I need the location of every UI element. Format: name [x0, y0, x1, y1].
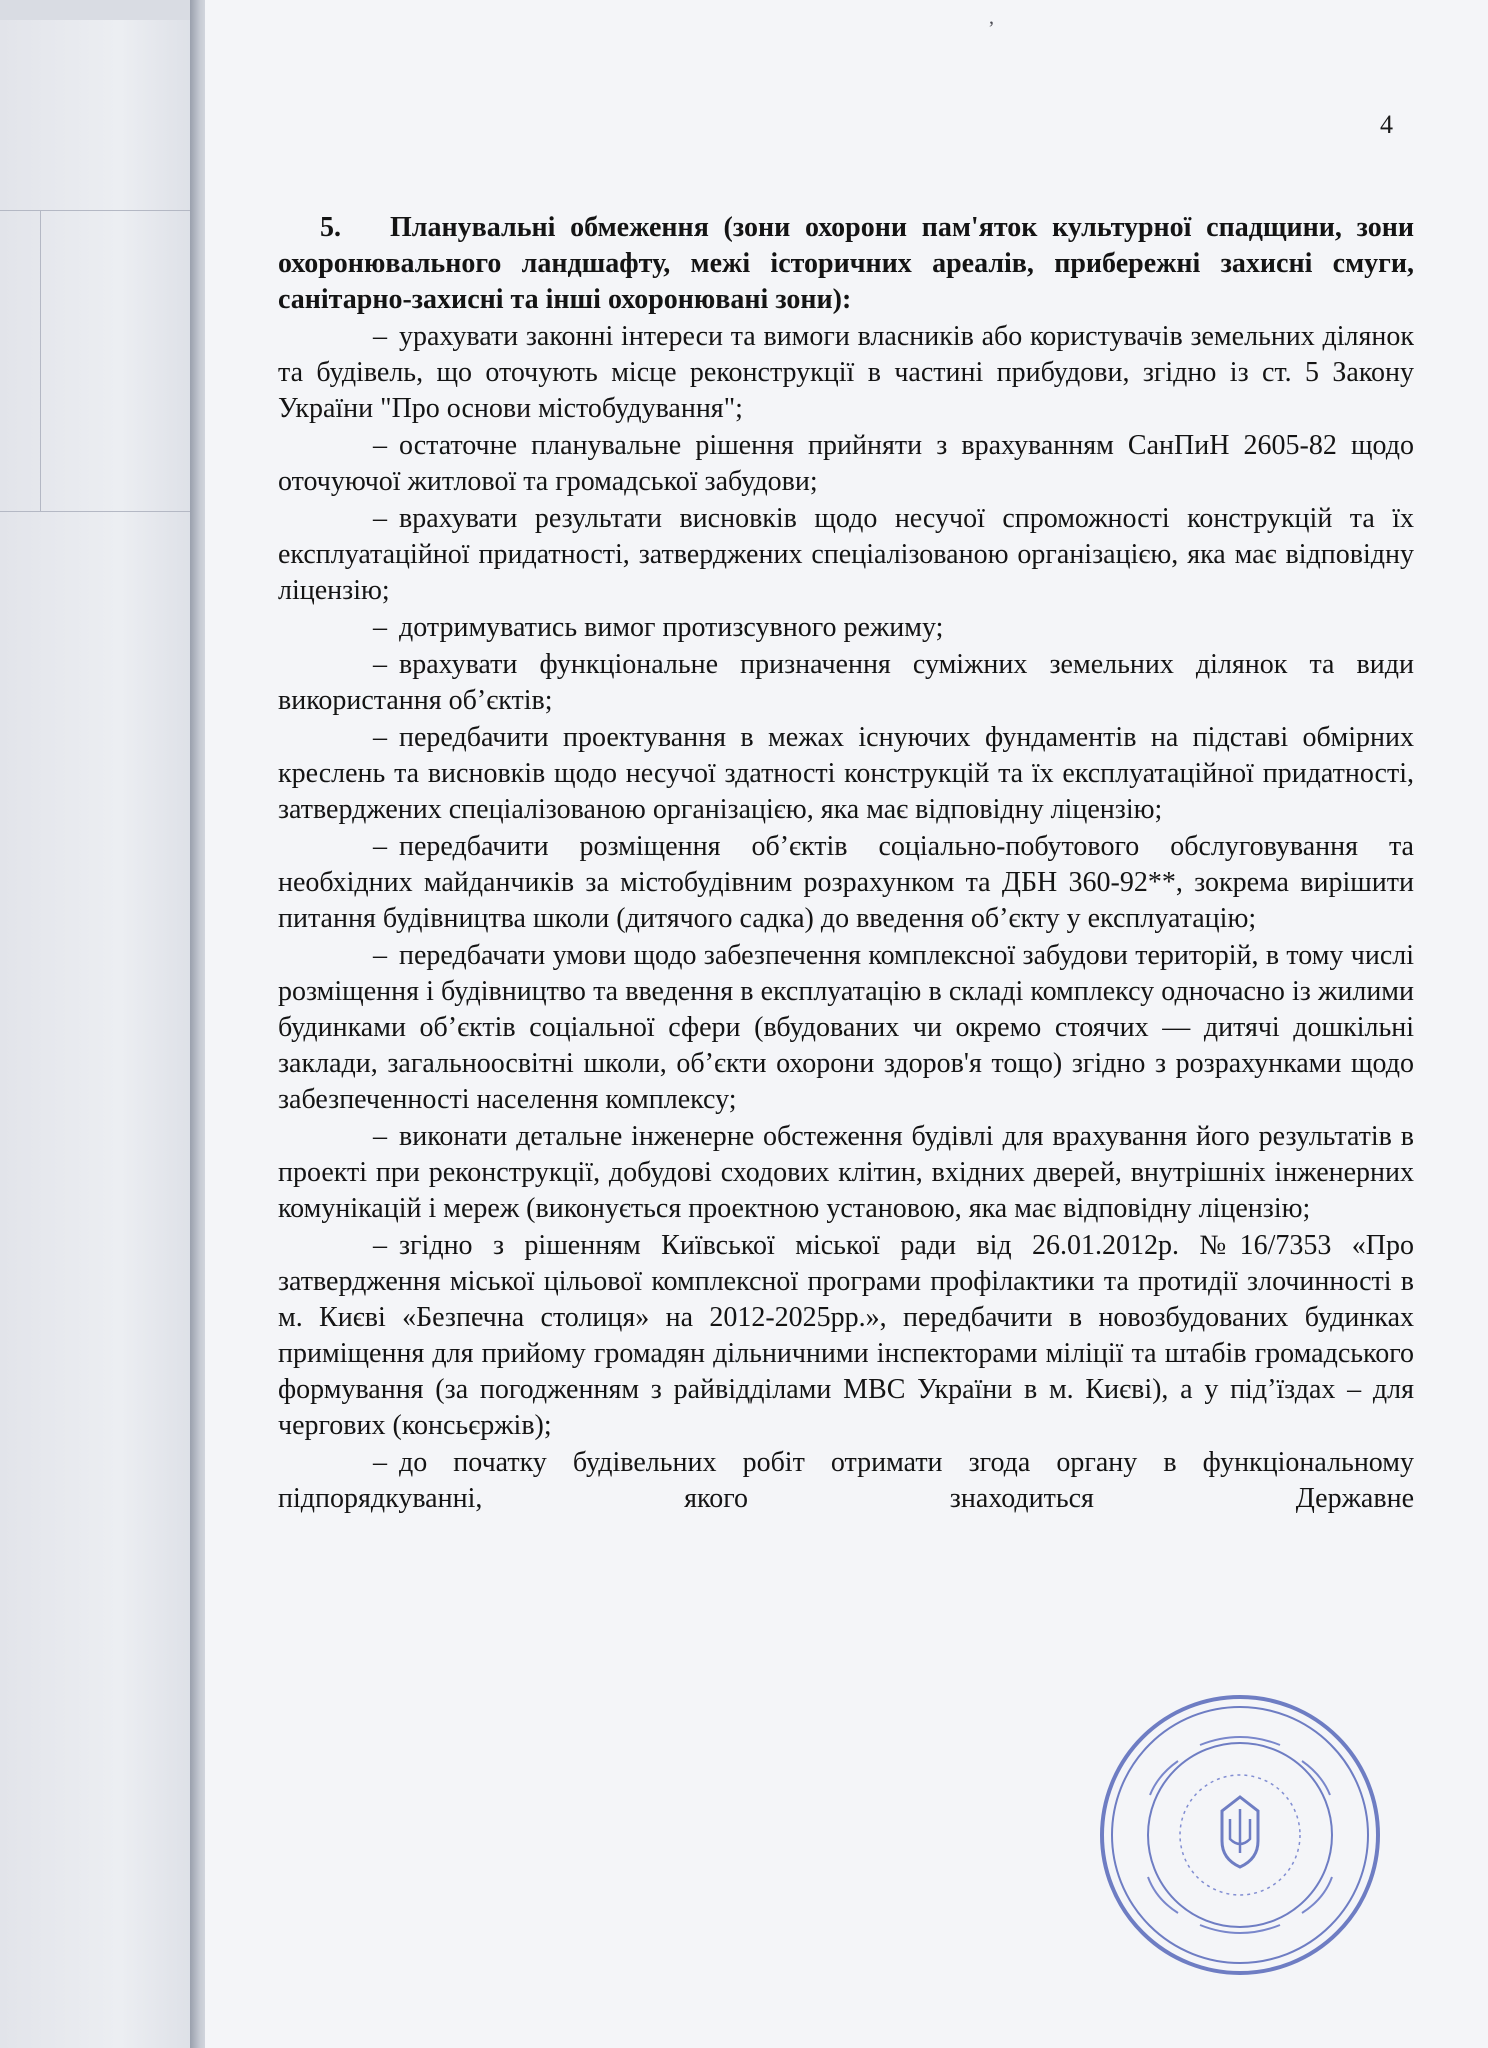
underlying-page	[0, 20, 200, 2048]
list-item-text: врахувати результати висновків щодо несучої спроможності конструкцій та їх експлуатаційної придатності, затверджених спеціалізованою організацією, яка має відповідну ліцензію;	[278, 503, 1414, 606]
underlying-page-table-lines	[0, 210, 195, 512]
list-item-text: згідно з рішенням Київської міської ради від 26.01.2012р. №16/7353 «Про затвердження міської цільової комплексної програми профілактики та протидії злочинності в м. Києві «Безпечна столиця» на 2012-2025рр.», передбачити в новозбудованих будинках приміщення для прийому громадян дільничними інспекторами міліції та штабів громадського формування (за погодженням з райвідділами МВС України в м. Києві), а у під’їздах – для чергових (консьєржів);	[278, 1230, 1414, 1441]
list-dash: –	[373, 612, 387, 643]
list-dash: –	[373, 649, 387, 680]
document-body	[278, 210, 1414, 1518]
list-item-text: остаточне планувальне рішення прийняти з врахуванням СанПиН 2605-82 щодо оточуючої житлової та громадської забудови;	[278, 430, 1414, 497]
list-item	[278, 1445, 1414, 1517]
list-item	[278, 501, 1414, 609]
list-item-text: передбачати умови щодо забезпечення комплексної забудови територій, в тому числі розміщення і будівництво та введення в експлуатацію в складі комплексу одночасно із жилими будинками об’єктів соціальної сфери (вбудованих чи окремо стоячих — дитячі дошкільні заклади, загальноосвітні школи, об’єкти охорони здоров'я тощо) згідно з розрахунками щодо забезпеченності населення комплексу;	[278, 940, 1414, 1115]
list-item	[278, 720, 1414, 828]
section-heading	[278, 210, 1414, 318]
list-item-text: до початку будівельних робіт отримати згода органу в функціональному підпорядкуванні, якого знаходиться Державне	[278, 1447, 1414, 1514]
list-item	[278, 647, 1414, 719]
section-number: 5.	[320, 212, 341, 243]
page-number: 4	[1380, 110, 1393, 139]
list-dash: –	[373, 503, 387, 534]
list-dash: –	[373, 1230, 387, 1261]
list-dash: –	[373, 430, 387, 461]
list-dash: –	[373, 1121, 387, 1152]
list-item	[278, 319, 1414, 427]
list-dash: –	[373, 1447, 387, 1478]
list-dash: –	[373, 940, 387, 971]
section-heading-text: Планувальні обмеження (зони охорони пам'яток культурної спадщини, зони охоронювального ландшафту, межі історичних ареалів, прибережні захисні смуги, санітарно-захисні та інші охоронювані зони):	[278, 212, 1414, 315]
list-item	[278, 1119, 1414, 1227]
list-item-text: виконати детальне інженерне обстеження будівлі для врахування його результатів в проекті при реконструкції, добудові сходових клітин, вхідних дверей, внутрішніх інженерних комунікацій і мереж (виконується проектною установою, яка має відповідну ліцензію;	[278, 1121, 1414, 1224]
list-item-text: дотримуватись вимог протизсувного режиму;	[399, 612, 944, 643]
official-stamp	[1090, 1685, 1390, 1985]
list-item-text: передбачити проектування в межах існуючих фундаментів на підставі обмірних креслень та висновків щодо несучої здатності конструкцій та їх експлуатаційної придатності, затверджених спеціалізованою організацією, яка має відповідну ліцензію;	[278, 722, 1414, 825]
list-dash: –	[373, 831, 387, 862]
list-item-text: врахувати функціональне призначення суміжних земельних ділянок та види використання об’єктів;	[278, 649, 1414, 716]
list-item	[278, 938, 1414, 1118]
list-item	[278, 1228, 1414, 1444]
list-dash: –	[373, 722, 387, 753]
list-item-text: передбачити розміщення об’єктів соціально-побутового обслуговування та необхідних майданчиків за містобудівним розрахунком та ДБН 360-92**, зокрема вирішити питання будівництва школи (дитячого садка) до введення об’єкту у експлуатацію;	[278, 831, 1414, 934]
list-item	[278, 610, 1414, 646]
list-item	[278, 829, 1414, 937]
scan-mark: ʼ	[988, 18, 995, 40]
list-item	[278, 428, 1414, 500]
list-dash: –	[373, 321, 387, 352]
list-item-text: урахувати законні інтереси та вимоги власників або користувачів земельних ділянок та будівель, що оточують місце реконструкції в частині прибудови, згідно із ст. 5 Закону України "Про основи містобудування";	[278, 321, 1414, 424]
